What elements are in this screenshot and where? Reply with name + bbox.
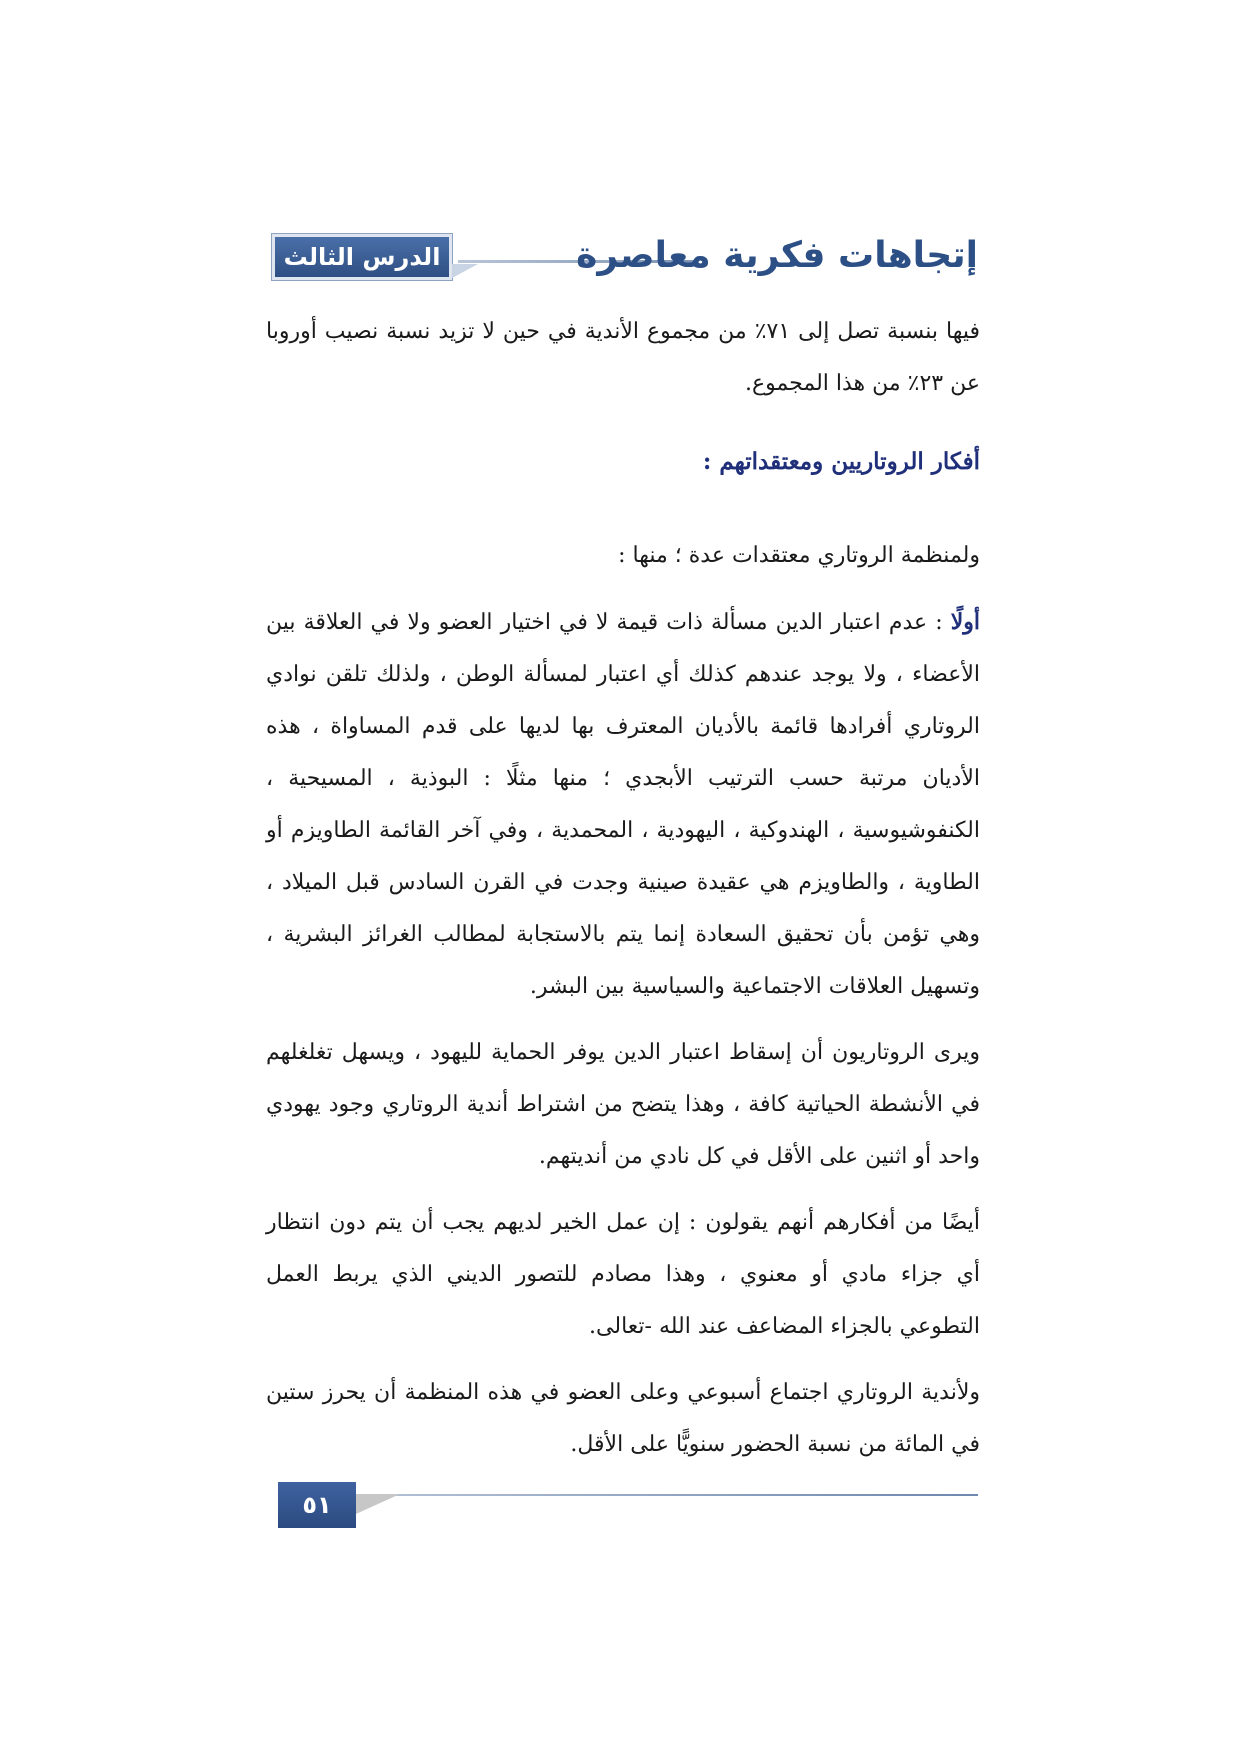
lesson-badge-tail — [452, 264, 478, 278]
book-title: إتجاهات فكرية معاصرة — [576, 235, 978, 276]
paragraph-charity: أيضًا من أفكارهم أنهم يقولون : إن عمل الخير لديهم يجب أن يتم دون انتظار أي جزاء مادي أو معنوي ، وهذا مصادم للتصور الديني الذي يربط العمل التطوعي بالجزاء المضاعف عند الله -تعالى. — [266, 1210, 980, 1339]
first-point-text: : عدم اعتبار الدين مسألة ذات قيمة لا في اختيار العضو ولا في العلاقة بين الأعضاء ، ولا يوجد عندهم كذلك أي اعتبار لمسألة الوطن ، ولذلك تلقن نوادي الروتاري أفرادها قائمة بالأديان المعترف بها لديها على قدم المساواة ، هذه الأديان مرتبة حسب الترتيب الأبجدي ؛ منها مثلًا : البوذية ، المسيحية ، الكنفوشيوسية ، الهندوكية ، اليهودية ، المحمدية ، وفي آخر القائمة الطاويزم أو الطاوية ، والطاويزم هي عقيدة صينية وجدت في القرن السادس قبل الميلاد ، وهي تؤمن بأن تحقيق السعادة إنما يتم بالاستجابة لمطالب الغرائز البشرية ، وتسهيل العلاقات الاجتماعية والسياسية بين البشر. — [266, 610, 980, 999]
lesson-badge: الدرس الثالث — [272, 234, 452, 280]
first-point-label: أولًا — [950, 609, 980, 635]
page-number: ٥١ — [278, 1482, 356, 1528]
paragraph-first-belief — [266, 596, 980, 1013]
page-header — [272, 230, 978, 282]
paragraph-jews: ويرى الروتاريون أن إسقاط اعتبار الدين يوفر الحماية لليهود ، ويسهل تغلغلهم في الأنشطة الحياتية كافة ، وهذا يتضح من اشتراط أندية الروتاري وجود يهودي واحد أو اثنين على الأقل في كل نادي من أنديتهم. — [266, 1040, 980, 1169]
footer-divider — [358, 1494, 978, 1496]
page-badge-tail — [356, 1494, 400, 1514]
section-heading: أفكار الروتاريين ومعتقداتهم : — [702, 448, 980, 475]
paragraph-meetings: ولأندية الروتاري اجتماع أسبوعي وعلى العضو في هذه المنظمة أن يحرز ستين في المائة من نسبة الحضور سنويًّا على الأقل. — [266, 1380, 980, 1457]
page-body — [266, 306, 980, 1485]
paragraph-intro: ولمنظمة الروتاري معتقدات عدة ؛ منها : — [618, 543, 980, 568]
paragraph-continuation: فيها بنسبة تصل إلى ٧١٪ من مجموع الأندية في حين لا تزيد نسبة نصيب أوروبا عن ٢٣٪ من هذا المجموع. — [266, 319, 980, 396]
page-footer — [278, 1482, 978, 1530]
